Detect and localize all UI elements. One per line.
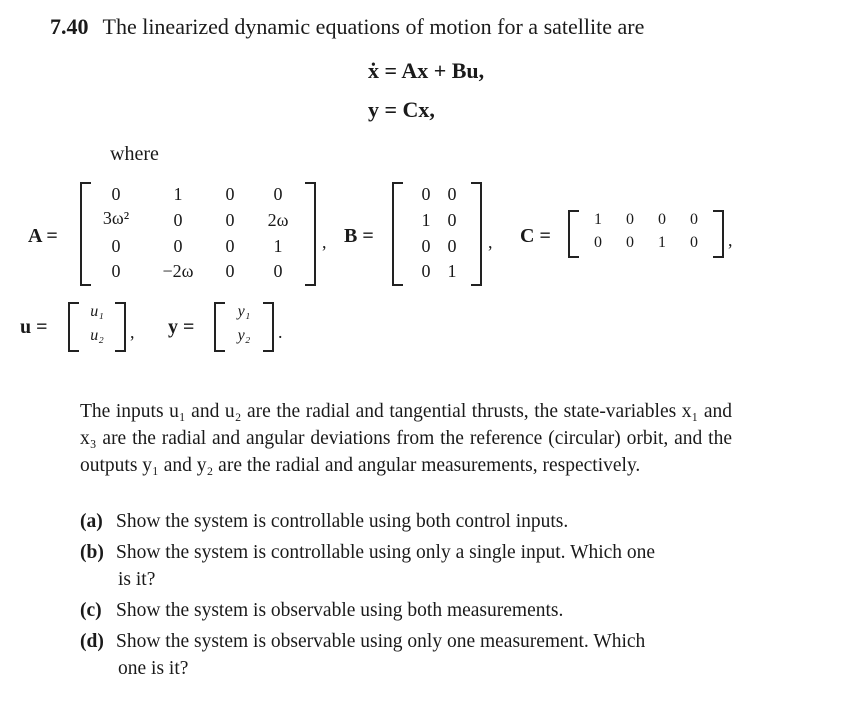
matrix-a-cell: 0 xyxy=(111,184,121,204)
problem-number: 7.40 xyxy=(50,14,89,39)
problem-title-text: The linearized dynamic equations of motion for a satellite are xyxy=(102,14,645,39)
matrix-a-cell: 0 xyxy=(111,236,121,256)
part-c-tag: (c) xyxy=(80,600,102,621)
matrix-c-cell: 0 xyxy=(658,211,666,228)
matrix-a-left-bracket xyxy=(80,182,91,286)
vector-y-cell: y₁ xyxy=(237,303,251,320)
part-a-tag: (a) xyxy=(80,511,103,532)
problem-title xyxy=(50,14,644,40)
matrix-b xyxy=(392,182,482,286)
part-b-continuation: is it? xyxy=(118,569,156,590)
where-label: where xyxy=(110,143,159,165)
description-paragraph: The inputs u₁ and u₂ are the radial and tangential thrusts, the state-variables x₁ and x₃ are the radial and angular deviations from the reference (circular) orbit, and the outputs y₁ and y₂ are the radial and angular measurements, respectively. xyxy=(80,401,732,476)
state-equation: ẋ = Ax + Bu, xyxy=(368,58,485,83)
matrix-c-label: C = xyxy=(520,225,551,247)
part-b xyxy=(80,539,740,593)
matrix-a-cell: 0 xyxy=(173,236,183,256)
matrix-c-cell: 0 xyxy=(594,234,602,251)
matrix-a-cell: 1 xyxy=(273,236,283,256)
matrix-c-cell: 1 xyxy=(594,211,602,228)
matrix-a-cell: 0 xyxy=(273,184,283,204)
matrix-a-right-bracket xyxy=(305,182,316,286)
part-d-tag: (d) xyxy=(80,631,104,652)
matrix-a-cell: 1 xyxy=(173,184,183,204)
matrix-b-cell: 0 xyxy=(447,210,457,230)
matrix-c-right-bracket xyxy=(713,210,724,258)
vector-y-cell: y₂ xyxy=(237,327,251,344)
matrix-b-cell: 0 xyxy=(447,236,457,256)
part-a-text: Show the system is controllable using both control inputs. xyxy=(116,511,569,532)
matrix-c-cell: 0 xyxy=(690,234,698,251)
matrix-c-cell: 0 xyxy=(690,211,698,228)
comma: , xyxy=(488,232,493,252)
vector-u-right-bracket xyxy=(115,302,126,352)
vector-u-label: u = xyxy=(20,316,48,338)
matrix-a xyxy=(80,182,316,286)
vector-u-left-bracket xyxy=(68,302,79,352)
matrix-a-cell: −2ω xyxy=(162,261,194,281)
matrix-a-cell: 0 xyxy=(225,210,235,230)
period: . xyxy=(278,322,283,342)
matrix-b-cell: 1 xyxy=(421,210,431,230)
part-b-tag: (b) xyxy=(80,542,104,563)
matrix-a-cell: 0 xyxy=(225,236,235,256)
part-c-text: Show the system is observable using both measurements. xyxy=(116,600,564,621)
matrix-a-cell: 2ω xyxy=(267,210,289,230)
vector-u-cell: u₁ xyxy=(90,303,104,320)
vector-y-label: y = xyxy=(168,316,195,338)
matrix-b-cell: 1 xyxy=(447,261,457,281)
matrix-c xyxy=(568,210,724,258)
part-d xyxy=(80,628,740,682)
matrix-b-cell: 0 xyxy=(447,184,457,204)
part-d-continuation: one is it? xyxy=(118,658,189,679)
matrix-c-cell: 0 xyxy=(626,234,634,251)
matrix-c-left-bracket xyxy=(568,210,579,258)
matrix-b-cell: 0 xyxy=(421,261,431,281)
vector-y-left-bracket xyxy=(214,302,225,352)
matrix-a-cell: 0 xyxy=(111,261,121,281)
part-b-text: Show the system is controllable using only a single input. Which one xyxy=(116,542,656,563)
vector-u-cell: u₂ xyxy=(90,327,104,344)
output-equation: y = Cx, xyxy=(368,97,435,122)
comma: , xyxy=(322,232,327,252)
vector-y xyxy=(214,302,274,352)
comma: , xyxy=(728,230,733,250)
matrix-a-cell: 0 xyxy=(173,210,183,230)
part-c xyxy=(80,597,740,624)
matrix-b-cell: 0 xyxy=(421,236,431,256)
matrix-b-cell: 0 xyxy=(421,184,431,204)
matrix-c-cell: 0 xyxy=(626,211,634,228)
part-a xyxy=(80,508,740,535)
matrix-b-right-bracket xyxy=(471,182,482,286)
matrix-b-label: B = xyxy=(344,225,374,247)
matrix-c-cell: 1 xyxy=(658,234,666,251)
part-d-text: Show the system is observable using only one measurement. Which xyxy=(116,631,646,652)
vector-u xyxy=(68,302,126,352)
matrix-b-left-bracket xyxy=(392,182,403,286)
matrix-a-cell: 0 xyxy=(225,184,235,204)
matrix-a-cell: 0 xyxy=(225,261,235,281)
comma: , xyxy=(130,322,135,342)
vector-y-right-bracket xyxy=(263,302,274,352)
matrix-a-cell: 0 xyxy=(273,261,283,281)
matrix-a-label: A = xyxy=(28,225,58,247)
matrix-a-cell: 3ω² xyxy=(102,208,130,228)
